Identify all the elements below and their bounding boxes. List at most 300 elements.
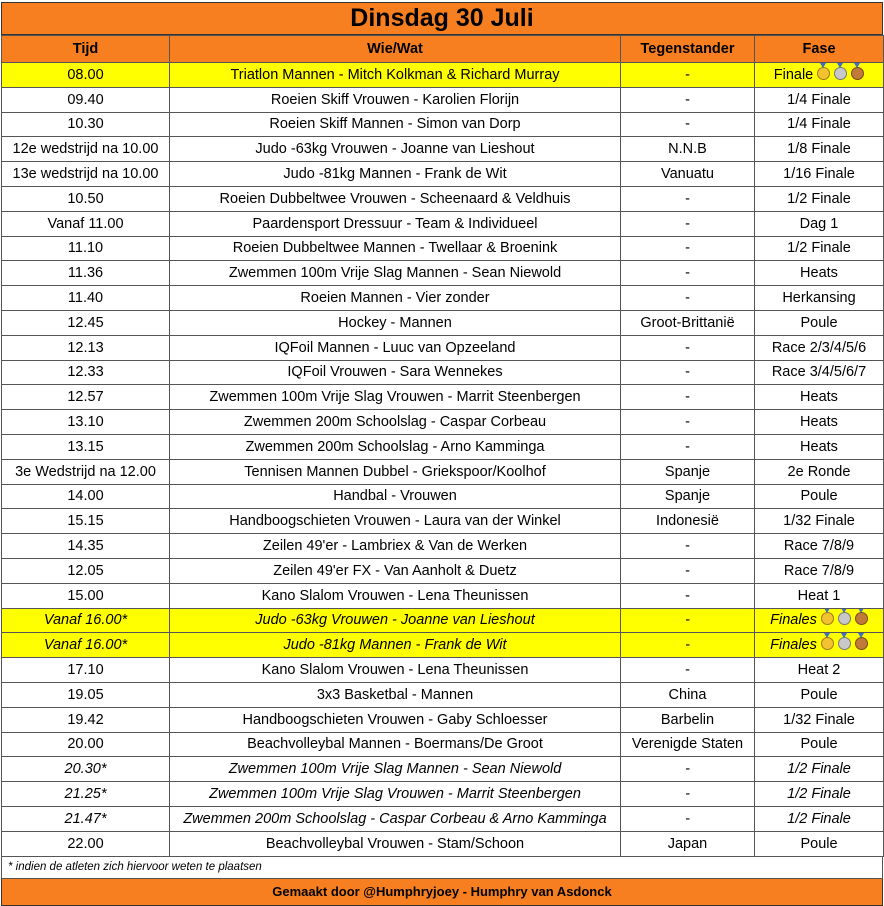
- cell-fase: [755, 186, 884, 211]
- bronze-medal-icon: [855, 612, 868, 625]
- cell-tijd: [2, 608, 170, 633]
- cell-wie-wat-text: Judo -63kg Vrouwen - Joanne van Lieshout: [255, 612, 535, 629]
- cell-tijd-text: 11.40: [67, 290, 104, 307]
- table-row: [2, 682, 884, 707]
- cell-wie-wat: [170, 633, 621, 658]
- cell-tegenstander: [621, 732, 755, 757]
- cell-fase-text: Finales: [770, 637, 817, 654]
- cell-wie-wat: [170, 310, 621, 335]
- cell-wie-wat-text: Zwemmen 100m Vrije Slag Vrouwen - Marrit Steenbergen: [209, 786, 581, 802]
- cell-tegenstander: [621, 335, 755, 360]
- cell-tegenstander-text: -: [685, 116, 690, 133]
- cell-wie-wat-text: Handbal - Vrouwen: [333, 488, 457, 505]
- cell-tegenstander: [621, 236, 755, 261]
- cell-wie-wat: [170, 211, 621, 236]
- cell-fase: [755, 707, 884, 732]
- table-row: [2, 757, 884, 782]
- column-header-tegenstander: Tegenstander: [621, 36, 755, 63]
- table-row: [2, 534, 884, 559]
- cell-tegenstander: [621, 385, 755, 410]
- cell-wie-wat-text: Roeien Skiff Vrouwen - Karolien Florijn: [270, 91, 520, 108]
- cell-wie-wat: [170, 558, 621, 583]
- cell-fase: [755, 608, 884, 633]
- cell-tijd: [2, 63, 170, 88]
- column-header-fase: Fase: [755, 36, 884, 63]
- cell-wie-wat-text: Zwemmen 200m Schoolslag - Caspar Corbeau: [243, 414, 547, 431]
- cell-tegenstander: [621, 310, 755, 335]
- cell-tijd: [2, 286, 170, 311]
- cell-tegenstander: [621, 806, 755, 831]
- cell-fase: [755, 261, 884, 286]
- cell-tijd-text: 12.05: [67, 562, 104, 579]
- cell-tegenstander: [621, 782, 755, 807]
- cell-tegenstander-text: -: [685, 538, 690, 555]
- cell-wie-wat: [170, 186, 621, 211]
- cell-tegenstander: [621, 757, 755, 782]
- cell-fase-text: 1/32 Finale: [783, 513, 855, 530]
- table-row: [2, 360, 884, 385]
- cell-tegenstander: [621, 509, 755, 534]
- silver-medal-icon: [838, 637, 851, 650]
- table-row: [2, 112, 884, 137]
- cell-tijd: [2, 335, 170, 360]
- cell-fase-text: Heats: [800, 414, 838, 431]
- cell-tijd-text: 13e wedstrijd na 10.00: [12, 166, 159, 183]
- cell-fase: [755, 137, 884, 162]
- cell-tijd-text: Vanaf 11.00: [47, 215, 124, 232]
- table-row: [2, 831, 884, 856]
- cell-wie-wat: [170, 410, 621, 435]
- cell-fase: [755, 757, 884, 782]
- cell-fase: [755, 410, 884, 435]
- cell-tegenstander: [621, 87, 755, 112]
- cell-fase: [755, 806, 884, 831]
- table-row: [2, 806, 884, 831]
- cell-tijd: [2, 162, 170, 187]
- cell-fase-text: 1/2 Finale: [787, 810, 851, 827]
- cell-tijd-text: 08.00: [67, 66, 104, 83]
- schedule-table: [1, 35, 884, 857]
- cell-tegenstander-text: -: [685, 438, 690, 455]
- cell-wie-wat: [170, 236, 621, 261]
- cell-tijd-text: 17.10: [67, 662, 104, 679]
- cell-tegenstander: [621, 608, 755, 633]
- cell-tegenstander-text: -: [685, 265, 690, 282]
- cell-tegenstander-text: -: [685, 637, 690, 654]
- cell-wie-wat: [170, 87, 621, 112]
- cell-tegenstander: [621, 633, 755, 658]
- cell-fase: [755, 112, 884, 137]
- table-row: [2, 87, 884, 112]
- cell-tijd: [2, 757, 170, 782]
- cell-wie-wat: [170, 658, 621, 683]
- cell-fase: [755, 335, 884, 360]
- cell-fase: [755, 509, 884, 534]
- cell-tegenstander-text: -: [685, 389, 690, 406]
- cell-wie-wat-text: Roeien Skiff Mannen - Simon van Dorp: [269, 116, 521, 133]
- cell-fase: [755, 459, 884, 484]
- cell-tijd: [2, 236, 170, 261]
- cell-wie-wat: [170, 385, 621, 410]
- cell-tegenstander-text: -: [685, 761, 690, 778]
- cell-wie-wat-text: Tennisen Mannen Dubbel - Griekspoor/Koolhof: [244, 463, 546, 480]
- table-row: [2, 385, 884, 410]
- cell-tegenstander: [621, 63, 755, 88]
- cell-wie-wat: [170, 112, 621, 137]
- cell-tegenstander-text: -: [685, 414, 690, 431]
- cell-fase-text: Poule: [800, 686, 838, 703]
- table-row: [2, 484, 884, 509]
- cell-tegenstander-text: -: [685, 190, 690, 207]
- cell-wie-wat-text: 3x3 Basketbal - Mannen: [316, 686, 474, 703]
- cell-wie-wat: [170, 335, 621, 360]
- cell-wie-wat: [170, 509, 621, 534]
- cell-fase: [755, 583, 884, 608]
- cell-tijd-text: 14.35: [67, 538, 104, 555]
- cell-fase-text: 1/16 Finale: [783, 166, 855, 183]
- cell-wie-wat: [170, 63, 621, 88]
- cell-tijd: [2, 484, 170, 509]
- cell-wie-wat: [170, 434, 621, 459]
- cell-wie-wat: [170, 806, 621, 831]
- cell-tijd: [2, 186, 170, 211]
- cell-tijd-text: 11.36: [67, 265, 104, 282]
- cell-tijd-text: 12e wedstrijd na 10.00: [12, 141, 159, 158]
- cell-tegenstander-text: -: [685, 364, 690, 381]
- table-row: [2, 162, 884, 187]
- table-row: [2, 310, 884, 335]
- cell-wie-wat: [170, 831, 621, 856]
- cell-tijd: [2, 87, 170, 112]
- cell-wie-wat-text: Kano Slalom Vrouwen - Lena Theunissen: [261, 662, 529, 679]
- cell-fase: [755, 558, 884, 583]
- column-header-wie-wat: Wie/Wat: [170, 36, 621, 63]
- cell-fase-text: Heats: [800, 265, 838, 282]
- cell-wie-wat-text: Judo -63kg Vrouwen - Joanne van Lieshout: [255, 141, 535, 158]
- cell-tegenstander: [621, 534, 755, 559]
- cell-tegenstander: [621, 707, 755, 732]
- table-row: [2, 211, 884, 236]
- cell-fase: [755, 658, 884, 683]
- cell-fase: [755, 633, 884, 658]
- gold-medal-icon: [817, 67, 830, 80]
- cell-tegenstander-text: -: [685, 215, 690, 232]
- cell-tijd: [2, 310, 170, 335]
- cell-fase-text: Race 7/8/9: [783, 562, 855, 579]
- cell-tijd: [2, 682, 170, 707]
- table-row: [2, 261, 884, 286]
- bronze-medal-icon: [855, 637, 868, 650]
- cell-tijd: [2, 658, 170, 683]
- cell-tegenstander: [621, 137, 755, 162]
- cell-tegenstander: [621, 360, 755, 385]
- cell-wie-wat-text: Zeilen 49'er FX - Van Aanholt & Duetz: [273, 562, 517, 579]
- cell-tijd-text: 21.47*: [64, 810, 107, 827]
- silver-medal-icon: [834, 67, 847, 80]
- cell-tegenstander: [621, 558, 755, 583]
- cell-wie-wat: [170, 137, 621, 162]
- cell-tijd: [2, 360, 170, 385]
- cell-wie-wat-text: IQFoil Vrouwen - Sara Wennekes: [287, 364, 503, 381]
- cell-tijd-text: Vanaf 16.00*: [43, 637, 128, 654]
- table-row: [2, 410, 884, 435]
- table-row: [2, 286, 884, 311]
- cell-fase: [755, 385, 884, 410]
- cell-tegenstander-text: Spanje: [664, 488, 711, 505]
- cell-tijd: [2, 732, 170, 757]
- cell-fase-text: Race 7/8/9: [783, 538, 855, 555]
- cell-wie-wat-text: Roeien Dubbeltwee Mannen - Twellaar & Broenink: [232, 240, 558, 257]
- cell-fase: [755, 831, 884, 856]
- cell-tijd: [2, 509, 170, 534]
- cell-tijd: [2, 782, 170, 807]
- cell-tijd-text: 10.30: [67, 116, 104, 133]
- cell-tegenstander: [621, 658, 755, 683]
- cell-fase-text: Heat 1: [797, 587, 841, 604]
- cell-tegenstander: [621, 434, 755, 459]
- gold-medal-icon: [821, 612, 834, 625]
- cell-wie-wat: [170, 286, 621, 311]
- cell-fase: [755, 782, 884, 807]
- cell-tijd: [2, 459, 170, 484]
- cell-fase-text: Herkansing: [782, 290, 856, 307]
- cell-fase: [755, 63, 884, 88]
- cell-fase-text: Finale: [773, 66, 814, 83]
- table-row: [2, 63, 884, 88]
- cell-tegenstander-text: Indonesië: [656, 513, 719, 530]
- column-header-tijd: Tijd: [2, 36, 170, 63]
- cell-wie-wat-text: Kano Slalom Vrouwen - Lena Theunissen: [261, 587, 529, 604]
- cell-wie-wat-text: Paardensport Dressuur - Team & Individueel: [252, 215, 538, 232]
- cell-wie-wat-text: Beachvolleybal Mannen - Boermans/De Groot: [247, 736, 543, 753]
- table-row: [2, 236, 884, 261]
- cell-tijd: [2, 534, 170, 559]
- cell-fase: [755, 211, 884, 236]
- table-row: [2, 608, 884, 633]
- footnote: * indien de atleten zich hiervoor weten te plaatsen: [1, 857, 883, 879]
- table-row: [2, 434, 884, 459]
- table-row: [2, 558, 884, 583]
- cell-fase-text: 1/4 Finale: [787, 116, 851, 133]
- cell-wie-wat-text: Roeien Mannen - Vier zonder: [300, 290, 490, 307]
- cell-wie-wat-text: Zeilen 49'er - Lambriex & Van de Werken: [262, 538, 528, 555]
- cell-tegenstander-text: -: [685, 662, 690, 679]
- cell-tijd: [2, 583, 170, 608]
- cell-tijd-text: 13.10: [67, 414, 104, 431]
- cell-tijd: [2, 633, 170, 658]
- cell-tijd-text: 20.00: [67, 736, 104, 753]
- table-row: [2, 459, 884, 484]
- cell-tijd-text: 15.15: [67, 513, 104, 530]
- cell-tijd-text: 12.45: [67, 314, 104, 331]
- cell-tijd: [2, 831, 170, 856]
- table-row: [2, 186, 884, 211]
- cell-tijd-text: 22.00: [67, 835, 104, 852]
- cell-fase: [755, 682, 884, 707]
- cell-tegenstander: [621, 410, 755, 435]
- cell-tegenstander: [621, 112, 755, 137]
- cell-fase-text: Dag 1: [799, 215, 839, 232]
- schedule-sheet: [1, 2, 883, 906]
- table-row: [2, 583, 884, 608]
- cell-tegenstander-text: -: [685, 290, 690, 307]
- cell-wie-wat-text: Zwemmen 200m Schoolslag - Arno Kamminga: [245, 438, 545, 455]
- cell-fase-text: Heat 2: [797, 662, 841, 679]
- cell-tegenstander-text: China: [668, 686, 707, 703]
- cell-tegenstander: [621, 286, 755, 311]
- cell-tegenstander: [621, 186, 755, 211]
- cell-tegenstander-text: -: [685, 66, 690, 83]
- cell-fase: [755, 434, 884, 459]
- credits-footer: Gemaakt door @Humphryjoey - Humphry van Asdonck: [1, 879, 883, 906]
- cell-wie-wat-text: Hockey - Mannen: [338, 314, 452, 331]
- cell-tegenstander-text: -: [685, 786, 690, 802]
- cell-tegenstander-text: Spanje: [664, 463, 711, 480]
- cell-tegenstander: [621, 162, 755, 187]
- cell-fase-text: 2e Ronde: [787, 463, 851, 480]
- table-row: [2, 335, 884, 360]
- cell-fase-text: 1/32 Finale: [783, 711, 855, 728]
- cell-wie-wat: [170, 608, 621, 633]
- cell-fase: [755, 162, 884, 187]
- cell-tijd: [2, 806, 170, 831]
- cell-wie-wat: [170, 360, 621, 385]
- cell-wie-wat: [170, 583, 621, 608]
- cell-fase: [755, 360, 884, 385]
- cell-fase-text: Poule: [800, 835, 838, 852]
- cell-wie-wat: [170, 534, 621, 559]
- cell-tegenstander-text: Japan: [667, 835, 708, 852]
- cell-wie-wat-text: Judo -81kg Mannen - Frank de Wit: [283, 637, 507, 654]
- cell-wie-wat-text: Judo -81kg Mannen - Frank de Wit: [283, 166, 507, 183]
- table-row: [2, 658, 884, 683]
- cell-tijd-text: 13.15: [67, 438, 104, 455]
- cell-fase-text: Heats: [800, 389, 838, 406]
- cell-tegenstander: [621, 682, 755, 707]
- cell-wie-wat-text: Beachvolleybal Vrouwen - Stam/Schoon: [265, 835, 525, 852]
- cell-wie-wat-text: Handboogschieten Vrouwen - Gaby Schloesser: [242, 711, 548, 728]
- cell-tegenstander-text: Barbelin: [660, 711, 715, 728]
- cell-wie-wat-text: Zwemmen 100m Vrije Slag Vrouwen - Marrit Steenbergen: [209, 389, 581, 406]
- cell-wie-wat-text: Zwemmen 200m Schoolslag - Caspar Corbeau & Arno Kamminga: [183, 810, 607, 827]
- cell-tijd: [2, 137, 170, 162]
- cell-tijd-text: 11.10: [67, 240, 104, 257]
- cell-tijd-text: 20.30*: [64, 761, 107, 778]
- cell-tijd: [2, 211, 170, 236]
- cell-wie-wat: [170, 261, 621, 286]
- cell-fase: [755, 310, 884, 335]
- cell-tegenstander-text: -: [685, 612, 690, 629]
- cell-wie-wat-text: Triatlon Mannen - Mitch Kolkman & Richard Murray: [230, 66, 560, 83]
- cell-fase-text: 1/4 Finale: [787, 91, 851, 108]
- cell-tijd-text: 12.33: [67, 364, 104, 381]
- cell-wie-wat: [170, 682, 621, 707]
- cell-tijd-text: 10.50: [67, 190, 104, 207]
- cell-fase: [755, 534, 884, 559]
- cell-wie-wat: [170, 484, 621, 509]
- cell-wie-wat: [170, 162, 621, 187]
- cell-fase: [755, 87, 884, 112]
- cell-wie-wat: [170, 782, 621, 807]
- silver-medal-icon: [838, 612, 851, 625]
- cell-tijd-text: 14.00: [67, 488, 104, 505]
- cell-fase: [755, 732, 884, 757]
- cell-fase-text: 1/2 Finale: [787, 240, 851, 257]
- cell-tegenstander-text: Vanuatu: [661, 166, 714, 183]
- cell-tegenstander-text: -: [685, 91, 690, 108]
- cell-fase-text: 1/2 Finale: [787, 761, 851, 778]
- cell-fase-text: Poule: [800, 314, 838, 331]
- cell-fase-text: Heats: [800, 438, 838, 455]
- cell-tijd-text: 19.42: [67, 711, 104, 728]
- cell-tijd-text: 09.40: [67, 91, 104, 108]
- cell-tijd: [2, 434, 170, 459]
- cell-fase-text: Poule: [800, 488, 838, 505]
- cell-wie-wat-text: IQFoil Mannen - Luuc van Opzeeland: [274, 339, 516, 356]
- cell-tijd: [2, 261, 170, 286]
- cell-tegenstander: [621, 484, 755, 509]
- page-title: Dinsdag 30 Juli: [1, 2, 883, 35]
- cell-tegenstander: [621, 831, 755, 856]
- cell-fase: [755, 484, 884, 509]
- cell-wie-wat: [170, 707, 621, 732]
- cell-fase-text: 1/2 Finale: [787, 190, 851, 207]
- cell-tegenstander-text: -: [685, 810, 690, 827]
- cell-fase-text: Race 2/3/4/5/6: [771, 339, 867, 356]
- cell-tijd-text: 3e Wedstrijd na 12.00: [15, 463, 156, 480]
- cell-wie-wat-text: Roeien Dubbeltwee Vrouwen - Scheenaard & Veldhuis: [219, 190, 571, 207]
- table-header-row: [2, 36, 884, 63]
- cell-tegenstander: [621, 211, 755, 236]
- cell-fase-text: 1/2 Finale: [787, 786, 851, 802]
- cell-wie-wat-text: Zwemmen 100m Vrije Slag Mannen - Sean Niewold: [228, 761, 562, 778]
- cell-tegenstander-text: -: [685, 240, 690, 257]
- cell-fase-text: 1/8 Finale: [787, 141, 851, 158]
- cell-tijd-text: 12.13: [67, 339, 104, 356]
- cell-tegenstander-text: Groot-Brittanië: [640, 314, 735, 331]
- table-row: [2, 782, 884, 807]
- cell-wie-wat: [170, 459, 621, 484]
- cell-tegenstander-text: -: [685, 339, 690, 356]
- bronze-medal-icon: [851, 67, 864, 80]
- gold-medal-icon: [821, 637, 834, 650]
- table-row: [2, 707, 884, 732]
- cell-tijd-text: 15.00: [67, 587, 104, 604]
- cell-wie-wat-text: Zwemmen 100m Vrije Slag Mannen - Sean Niewold: [228, 265, 562, 282]
- cell-fase-text: Poule: [800, 736, 838, 753]
- cell-tegenstander-text: -: [685, 562, 690, 579]
- cell-tijd: [2, 385, 170, 410]
- cell-tijd: [2, 558, 170, 583]
- cell-wie-wat: [170, 757, 621, 782]
- cell-tegenstander-text: Verenigde Staten: [631, 736, 744, 753]
- cell-fase-text: Finales: [770, 612, 817, 629]
- cell-tegenstander: [621, 583, 755, 608]
- cell-tijd-text: 12.57: [67, 389, 104, 406]
- cell-fase-text: Race 3/4/5/6/7: [771, 364, 867, 381]
- cell-fase: [755, 236, 884, 261]
- table-row: [2, 633, 884, 658]
- cell-tijd-text: 21.25*: [64, 786, 107, 802]
- cell-tegenstander-text: -: [685, 587, 690, 604]
- table-row: [2, 732, 884, 757]
- table-row: [2, 137, 884, 162]
- cell-tijd: [2, 112, 170, 137]
- cell-tijd: [2, 410, 170, 435]
- cell-wie-wat-text: Handboogschieten Vrouwen - Laura van der Winkel: [229, 513, 561, 530]
- cell-tegenstander: [621, 459, 755, 484]
- cell-tijd-text: 19.05: [67, 686, 104, 703]
